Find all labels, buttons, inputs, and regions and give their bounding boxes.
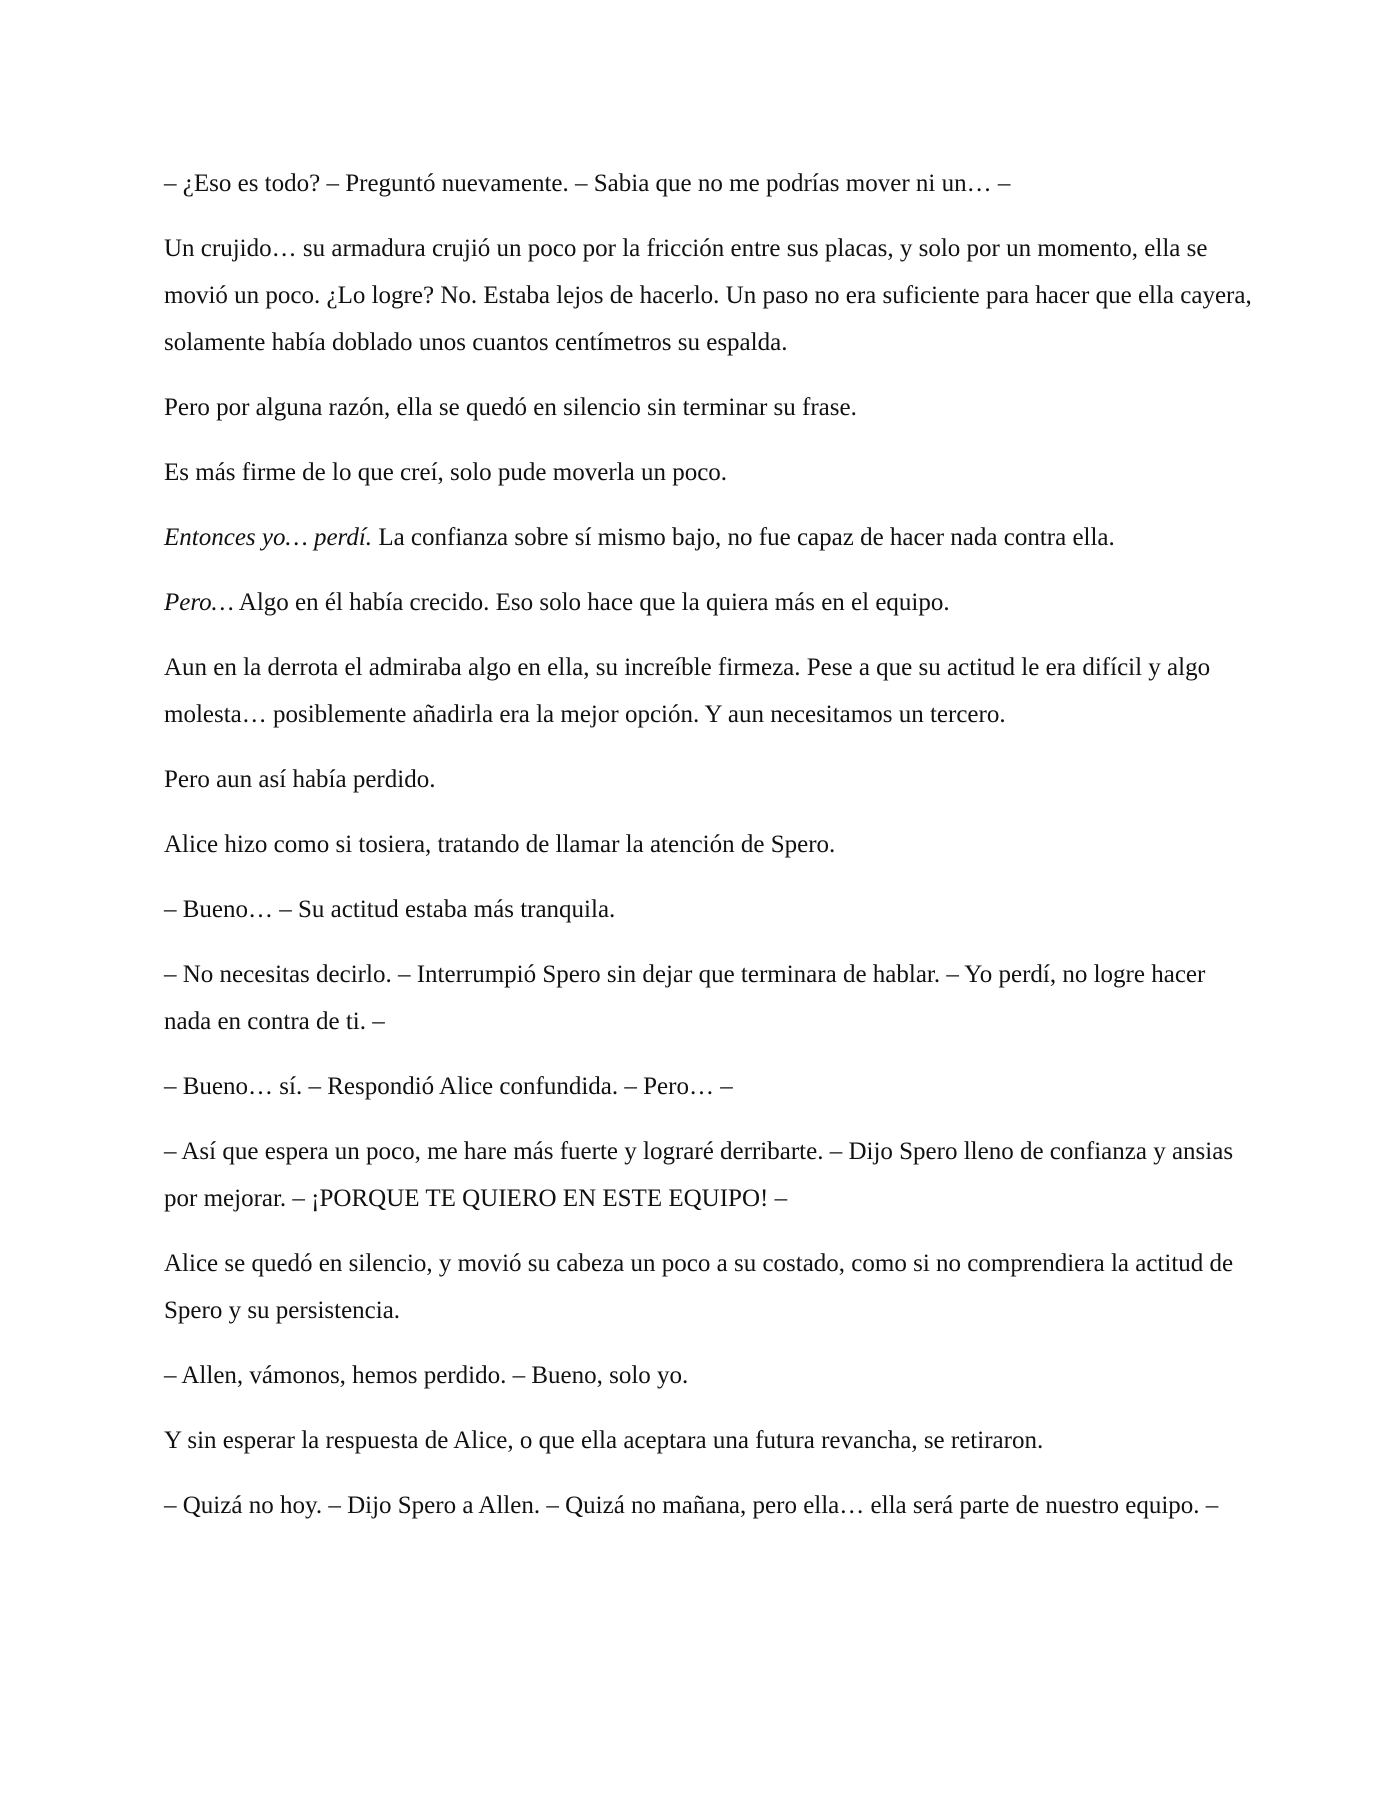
paragraph-text: La confianza sobre sí mismo bajo, no fue capaz de hacer nada contra ella. <box>372 524 1115 551</box>
paragraph-11: – No necesitas decirlo. – Interrumpió Spero sin dejar que terminara de hablar. – Yo perdí, no logre hacer nada en contra de ti. – <box>164 961 1206 1035</box>
paragraph-6 <box>164 579 1254 626</box>
paragraph-7: Aun en la derrota el admiraba algo en ella, su increíble firmeza. Pese a que su actitud le era difícil y algo molesta… posiblemente añadirla era la mejor opción. Y aun necesitamos un tercero. <box>164 654 1211 728</box>
paragraph-16: Y sin esperar la respuesta de Alice, o que ella aceptara una futura revancha, se retiraron. <box>164 1427 1044 1454</box>
paragraph-4: Es más firme de lo que creí, solo pude moverla un poco. <box>164 459 728 486</box>
paragraph-2: Un crujido… su armadura crujió un poco por la fricción entre sus placas, y solo por un momento, ella se movió un poco. ¿Lo logre? No. Estaba lejos de hacerlo. Un paso no era suficiente para hacer que ella cayera, solamente había doblado unos cuantos centímetros su espalda. <box>164 235 1252 356</box>
italic-thought: Pero… <box>164 589 234 616</box>
paragraph-14: Alice se quedó en silencio, y movió su cabeza un poco a su costado, como si no comprendiera la actitud de Spero y su persistencia. <box>164 1250 1234 1324</box>
paragraph-1: – ¿Eso es todo? – Preguntó nuevamente. – Sabia que no me podrías mover ni un… – <box>164 170 1011 197</box>
italic-thought: Entonces yo… perdí. <box>164 524 373 551</box>
paragraph-10: – Bueno… – Su actitud estaba más tranquila. <box>164 896 616 923</box>
paragraph-13: – Así que espera un poco, me hare más fuerte y lograré derribarte. – Dijo Spero lleno de confianza y ansias por mejorar. – ¡PORQUE TE QUIERO EN ESTE EQUIPO! – <box>164 1138 1234 1212</box>
paragraph-17: – Quizá no hoy. – Dijo Spero a Allen. – Quizá no mañana, pero ella… ella será parte de nuestro equipo. – <box>164 1492 1219 1519</box>
paragraph-text: Algo en él había crecido. Eso solo hace que la quiera más en el equipo. <box>233 589 950 616</box>
document-body <box>164 160 1254 1547</box>
paragraph-12: – Bueno… sí. – Respondió Alice confundida. – Pero… – <box>164 1073 733 1100</box>
paragraph-5 <box>164 514 1254 561</box>
paragraph-9: Alice hizo como si tosiera, tratando de llamar la atención de Spero. <box>164 831 836 858</box>
paragraph-15: – Allen, vámonos, hemos perdido. – Bueno, solo yo. <box>164 1362 689 1389</box>
paragraph-3: Pero por alguna razón, ella se quedó en silencio sin terminar su frase. <box>164 394 857 421</box>
paragraph-8: Pero aun así había perdido. <box>164 766 436 793</box>
